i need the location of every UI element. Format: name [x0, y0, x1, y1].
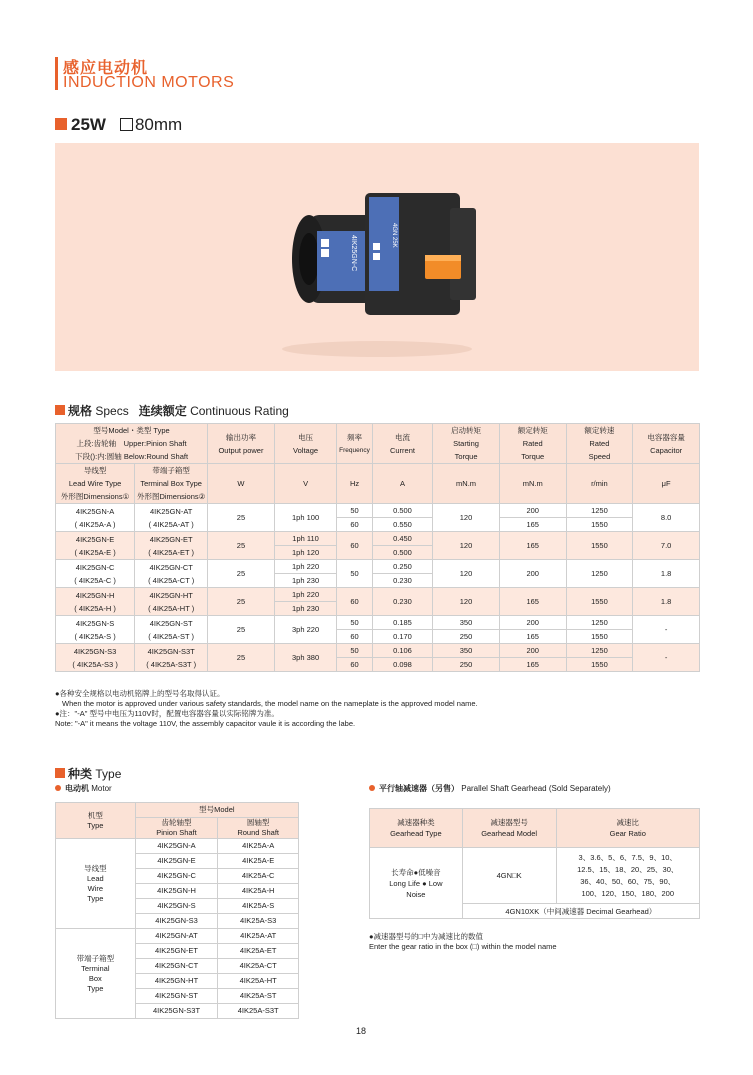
lead-type-cell: 导线型 Lead Wire Type [56, 839, 136, 929]
spec-row: 4IK25GN-S ( 4IK25A-S ) 4IK25GN-ST ( 4IK25A-ST ) 25 3ph 220 50 0.185 350 200 1250 - [56, 616, 700, 630]
square-bullet-icon [55, 118, 67, 130]
gear-col-ratio: 减速比 Gear Ratio [556, 809, 700, 848]
gear-ratio-cell: 3、3.6、5、6、7.5、9、10、 12.5、15、18、20、25、30、 36、40、50、60、75、90、 100、120、150、180、200 [556, 848, 700, 904]
table-row: 导线型 Lead Wire Type 4IK25GN-A 4IK25A-A [56, 839, 299, 854]
table-row [370, 848, 700, 904]
spec-unit-current: A [372, 464, 432, 504]
spec-head-rated-torque: 额定转矩 Rated Torque [499, 424, 566, 464]
spec-row: 4IK25GN-H ( 4IK25A-H ) 4IK25GN-HT ( 4IK25A-HT ) 25 1ph 220 60 0.230 120 165 1550 1.8 [56, 588, 700, 602]
gearhead-subheading: 平行轴减速器（另售） Parallel Shaft Gearhead (Sold Separately) [369, 783, 611, 794]
motor-label-model: 4IK25GN-C [350, 235, 357, 272]
gearhead-note [369, 932, 557, 952]
spec-row: 4IK25GN-S3 ( 4IK25A-S3 ) 4IK25GN-S3T ( 4IK25A-S3T ) 25 3ph 380 50 0.106 350 200 1250 - [56, 644, 700, 658]
decimal-gearhead-cell: 4GN10XK（中间减速器 Decimal Gearhead） [462, 904, 699, 919]
spec-row: 4IK25GN-E ( 4IK25A-E ) 4IK25GN-ET ( 4IK25A-ET ) 25 1ph 110 60 0.450 120 165 1550 7.0 [56, 532, 700, 546]
spec-head-lead: 导线型 Lead Wire Type 外形图Dimensions① [56, 464, 135, 504]
round-bullet-icon [369, 785, 375, 791]
specs-heading: 规格 Specs 连续额定 Continuous Rating [55, 402, 289, 419]
type-col-header: 机型 Type [56, 803, 136, 839]
gear-type-cell: 长寿命●低噪音 Long Life ● Low Noise [370, 848, 463, 919]
spec-head-model: 型号Model・类型 Type 上段:齿轮轴 Upper:Pinion Shaft 下段():内:圆轴 Below:Round Shaft [56, 424, 208, 464]
spec-head-current: 电流 Current [372, 424, 432, 464]
type-heading: 种类 Type [55, 765, 121, 782]
table-row: 4IK25GN-C 4IK25A-C [56, 869, 299, 884]
terminal-type-cell: 带端子箱型 Terminal Box Type [56, 929, 136, 1019]
gearhead-note-cn: ●减速器型号的□中为减速比的数值 [369, 932, 484, 941]
frame-size: 80mm [134, 115, 183, 134]
product-photo [55, 143, 699, 371]
spec-head-rated-speed: 额定转速 Rated Speed [566, 424, 633, 464]
spec-unit-rated-torque: mN.m [499, 464, 566, 504]
spec-unit-voltage: V [274, 464, 337, 504]
table-row: 4IK25GN-H 4IK25A-H [56, 884, 299, 899]
table-row: 4IK25GN-E 4IK25A-E [56, 854, 299, 869]
motor-subheading: 电动机 Motor [55, 783, 112, 794]
round-col-header: 圆轴型 Round Shaft [218, 818, 299, 839]
table-row: 带端子箱型 Terminal Box Type 4IK25GN-AT 4IK25A-AT [56, 929, 299, 944]
page-number: 18 [356, 1026, 367, 1036]
square-bullet-icon [55, 405, 65, 415]
title-accent-bar [55, 57, 58, 90]
spec-head-capacitor: 电容器容量 Capacitor [633, 424, 700, 464]
power-rating: 25W [71, 115, 106, 134]
note-2-cn: ●注："-A" 型号中电压为110V时，配置电容器容量以实际铭牌为准。 [55, 709, 279, 718]
gear-model-cell: 4GN□K [462, 848, 556, 904]
spec-row: 4IK25GN-C ( 4IK25A-C ) 4IK25GN-CT ( 4IK25A-CT ) 25 1ph 220 50 0.250 120 200 1250 1.8 [56, 560, 700, 574]
note-2-en: Note: "-A" it means the voltage 110V, the assembly capacitor vaule it is according the labe. [55, 719, 356, 728]
spec-unit-frequency: Hz [337, 464, 372, 504]
page-title-en: INDUCTION MOTORS [63, 74, 235, 91]
spec-head-voltage: 电压 Voltage [274, 424, 337, 464]
spec-unit-output: W [208, 464, 275, 504]
spec-head-output: 输出功率 Output power [208, 424, 275, 464]
motor-illustration [55, 143, 699, 371]
spec-unit-starting: mN.m [433, 464, 500, 504]
table-row: 4IK25GN-S 4IK25A-S [56, 899, 299, 914]
square-bullet-icon [55, 768, 65, 778]
product-heading [55, 115, 182, 135]
spec-head-terminal: 带端子箱型 Terminal Box Type 外形图Dimensions② [135, 464, 208, 504]
table-row: 4IK25GN-S3T 4IK25A-S3T [56, 1004, 299, 1019]
spec-row: 60 0.098 250 165 1550 [56, 658, 700, 672]
spec-row: 1ph 120 0.500 [56, 546, 700, 560]
spec-head-frequency: 频率 Frequency [337, 424, 372, 464]
specs-table [55, 423, 700, 672]
square-frame-icon [120, 118, 133, 131]
table-row: 4IK25GN-HT 4IK25A-HT [56, 974, 299, 989]
gearhead-label-model: 4GN 25K [391, 223, 397, 248]
spec-row: 60 0.170 250 165 1550 [56, 630, 700, 644]
gear-col-model: 减速器型号 Gearhead Model [462, 809, 556, 848]
spec-row: 1ph 230 0.230 [56, 574, 700, 588]
spec-unit-capacitor: μF [633, 464, 700, 504]
model-col-header: 型号Model [135, 803, 298, 818]
note-1-en: When the motor is approved under various safety standards, the model name on the nameplate is the approved model name. [62, 699, 478, 708]
type-table [55, 802, 299, 1019]
table-row: 4IK25GN-ET 4IK25A-ET [56, 944, 299, 959]
gearhead-table [369, 808, 700, 919]
pinion-col-header: 齿轮轴型 Pinion Shaft [135, 818, 218, 839]
table-row: 4IK25GN-CT 4IK25A-CT [56, 959, 299, 974]
spec-row: 1ph 230 [56, 602, 700, 616]
page-title-cn: 感应电动机 [63, 60, 149, 77]
round-bullet-icon [55, 785, 61, 791]
spec-notes [55, 689, 695, 729]
spec-unit-rated-speed: r/min [566, 464, 633, 504]
spec-row: 4IK25GN-A ( 4IK25A-A ) 4IK25GN-AT ( 4IK25A-AT ) 25 1ph 100 50 0.500 120 200 1250 8.0 [56, 504, 700, 518]
spec-head-starting: 启动转矩 Starting Torque [433, 424, 500, 464]
table-row: 4IK25GN-ST 4IK25A-ST [56, 989, 299, 1004]
gear-col-type: 减速器种类 Gearhead Type [370, 809, 463, 848]
table-row: 4IK25GN-S3 4IK25A-S3 [56, 914, 299, 929]
spec-row: 60 0.550 165 1550 [56, 518, 700, 532]
gearhead-note-en: Enter the gear ratio in the box (□) within the model name [369, 942, 557, 951]
note-1-cn: ●各种安全规格以电动机铭牌上的型号名取得认证。 [55, 689, 225, 698]
